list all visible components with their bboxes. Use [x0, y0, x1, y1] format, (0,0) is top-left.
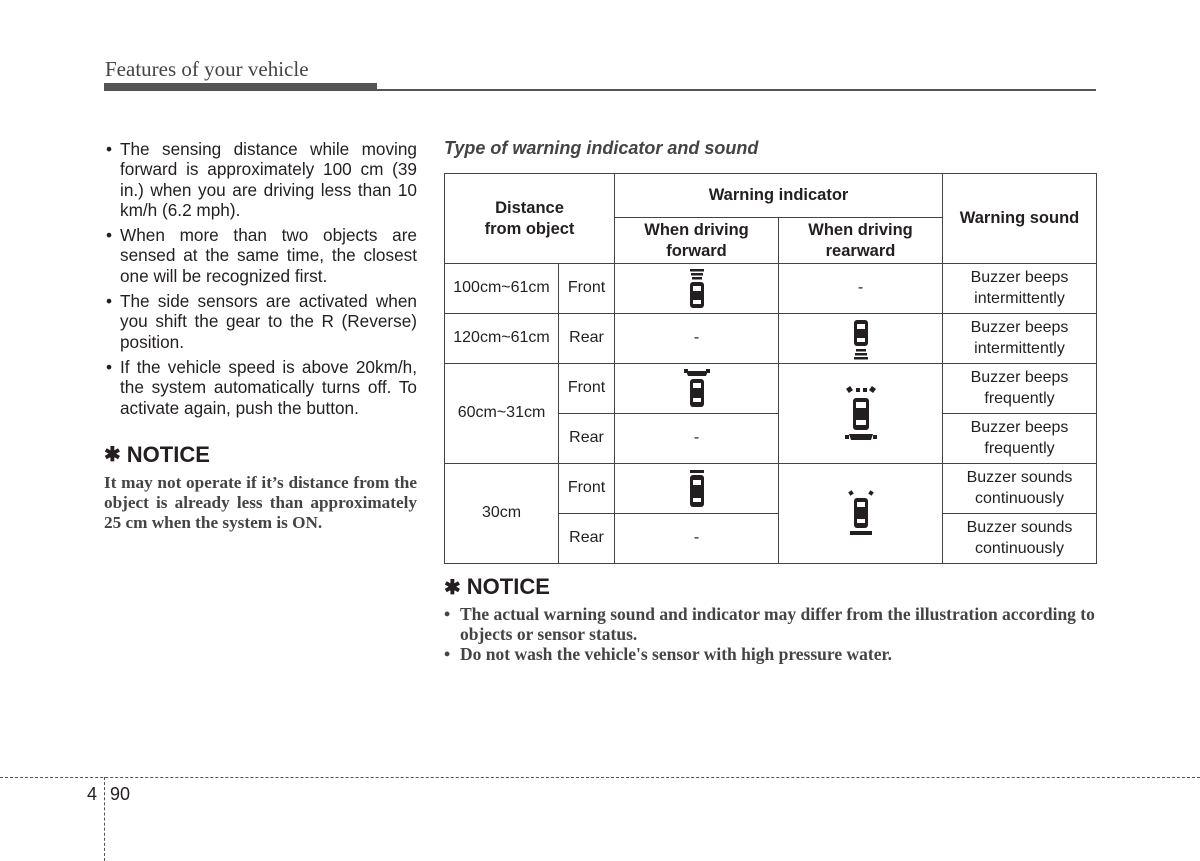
header-distance: Distance from object — [445, 174, 615, 264]
bullet-item: • When more than two objects are sensed at the same time, the closest one will be recognized first. — [104, 225, 417, 286]
position-cell: Rear — [559, 314, 615, 364]
rear-sensor-icon — [850, 318, 872, 360]
page-number: 90 — [110, 784, 131, 804]
header-driving-forward: When driving forward — [615, 218, 779, 264]
chapter-number: 4 — [87, 784, 98, 804]
distance-cell: 100cm~61cm — [445, 264, 559, 314]
forward-indicator-cell: - — [615, 514, 779, 564]
all-close-sensors-icon — [846, 489, 876, 539]
warning-sound-cell: Buzzer beeps intermittently — [943, 314, 1097, 364]
front-sensor-icon — [686, 268, 708, 310]
warning-sound-cell: Buzzer sounds continuously — [943, 464, 1097, 514]
rearward-indicator-cell — [779, 464, 943, 564]
warning-sound-cell: Buzzer beeps intermittently — [943, 264, 1097, 314]
notice-item: • The actual warning sound and indicator may differ from the illustration according to objects or sensor status. — [444, 604, 1096, 644]
notice-list — [444, 604, 1096, 664]
distance-cell: 120cm~61cm — [445, 314, 559, 364]
all-sensors-icon — [843, 384, 879, 444]
footer-dashed-rule — [0, 777, 1200, 778]
position-cell: Rear — [559, 414, 615, 464]
notice-heading — [444, 574, 1096, 600]
notice-text: It may not operate if it’s distance from the object is already less than approximately 25 cm when the system is ON. — [104, 472, 417, 533]
table-row — [445, 364, 1097, 414]
rearward-indicator-cell — [779, 314, 943, 364]
warning-sound-cell: Buzzer beeps frequently — [943, 414, 1097, 464]
table-row — [445, 464, 1097, 514]
right-notice — [444, 574, 1096, 664]
position-cell: Front — [559, 464, 615, 514]
rearward-indicator-cell — [779, 364, 943, 464]
table-row — [445, 264, 1097, 314]
front-close-sensor-icon — [686, 468, 708, 510]
header-driving-rearward: When driving rearward — [779, 218, 943, 264]
warning-indicator-table — [444, 173, 1097, 564]
page-header-title: Features of your vehicle — [105, 57, 309, 81]
notice-title: NOTICE — [126, 441, 210, 467]
right-column — [444, 138, 1096, 664]
forward-indicator-cell — [615, 364, 779, 414]
footer-vertical-rule — [104, 777, 105, 861]
position-cell: Front — [559, 264, 615, 314]
forward-indicator-cell: - — [615, 414, 779, 464]
feature-bullets — [104, 139, 417, 418]
forward-indicator-cell — [615, 464, 779, 514]
position-cell: Rear — [559, 514, 615, 564]
position-cell: Front — [559, 364, 615, 414]
notice-heading — [104, 442, 417, 468]
front-corner-sensor-icon — [683, 367, 711, 411]
notice-item: • Do not wash the vehicle's sensor with high pressure water. — [444, 644, 1096, 664]
bullet-item: • The side sensors are activated when you shift the gear to the R (Reverse) position. — [104, 291, 417, 352]
rearward-indicator-cell: - — [779, 264, 943, 314]
bullet-item: • The sensing distance while moving forward is approximately 100 cm (39 in.) when you are driving less than 10 km/h (6.2 mph). — [104, 139, 417, 220]
notice-title: NOTICE — [466, 574, 550, 599]
forward-indicator-cell: - — [615, 314, 779, 364]
header-rule-thin — [104, 89, 1096, 91]
warning-sound-cell: Buzzer sounds continuously — [943, 514, 1097, 564]
warning-sound-cell: Buzzer beeps frequently — [943, 364, 1097, 414]
forward-indicator-cell — [615, 264, 779, 314]
distance-cell: 30cm — [445, 464, 559, 564]
distance-cell: 60cm~31cm — [445, 364, 559, 464]
header-warning-indicator: Warning indicator — [615, 174, 943, 218]
bullet-item: • If the vehicle speed is above 20km/h, the system automatically turns off. To activate again, push the button. — [104, 357, 417, 418]
notice-star-icon: ✱ — [444, 576, 461, 599]
notice-star-icon: ✱ — [104, 444, 121, 467]
left-column — [104, 139, 417, 534]
header-warning-sound: Warning sound — [943, 174, 1097, 264]
table-row — [445, 314, 1097, 364]
table-title: Type of warning indicator and sound — [444, 138, 759, 158]
